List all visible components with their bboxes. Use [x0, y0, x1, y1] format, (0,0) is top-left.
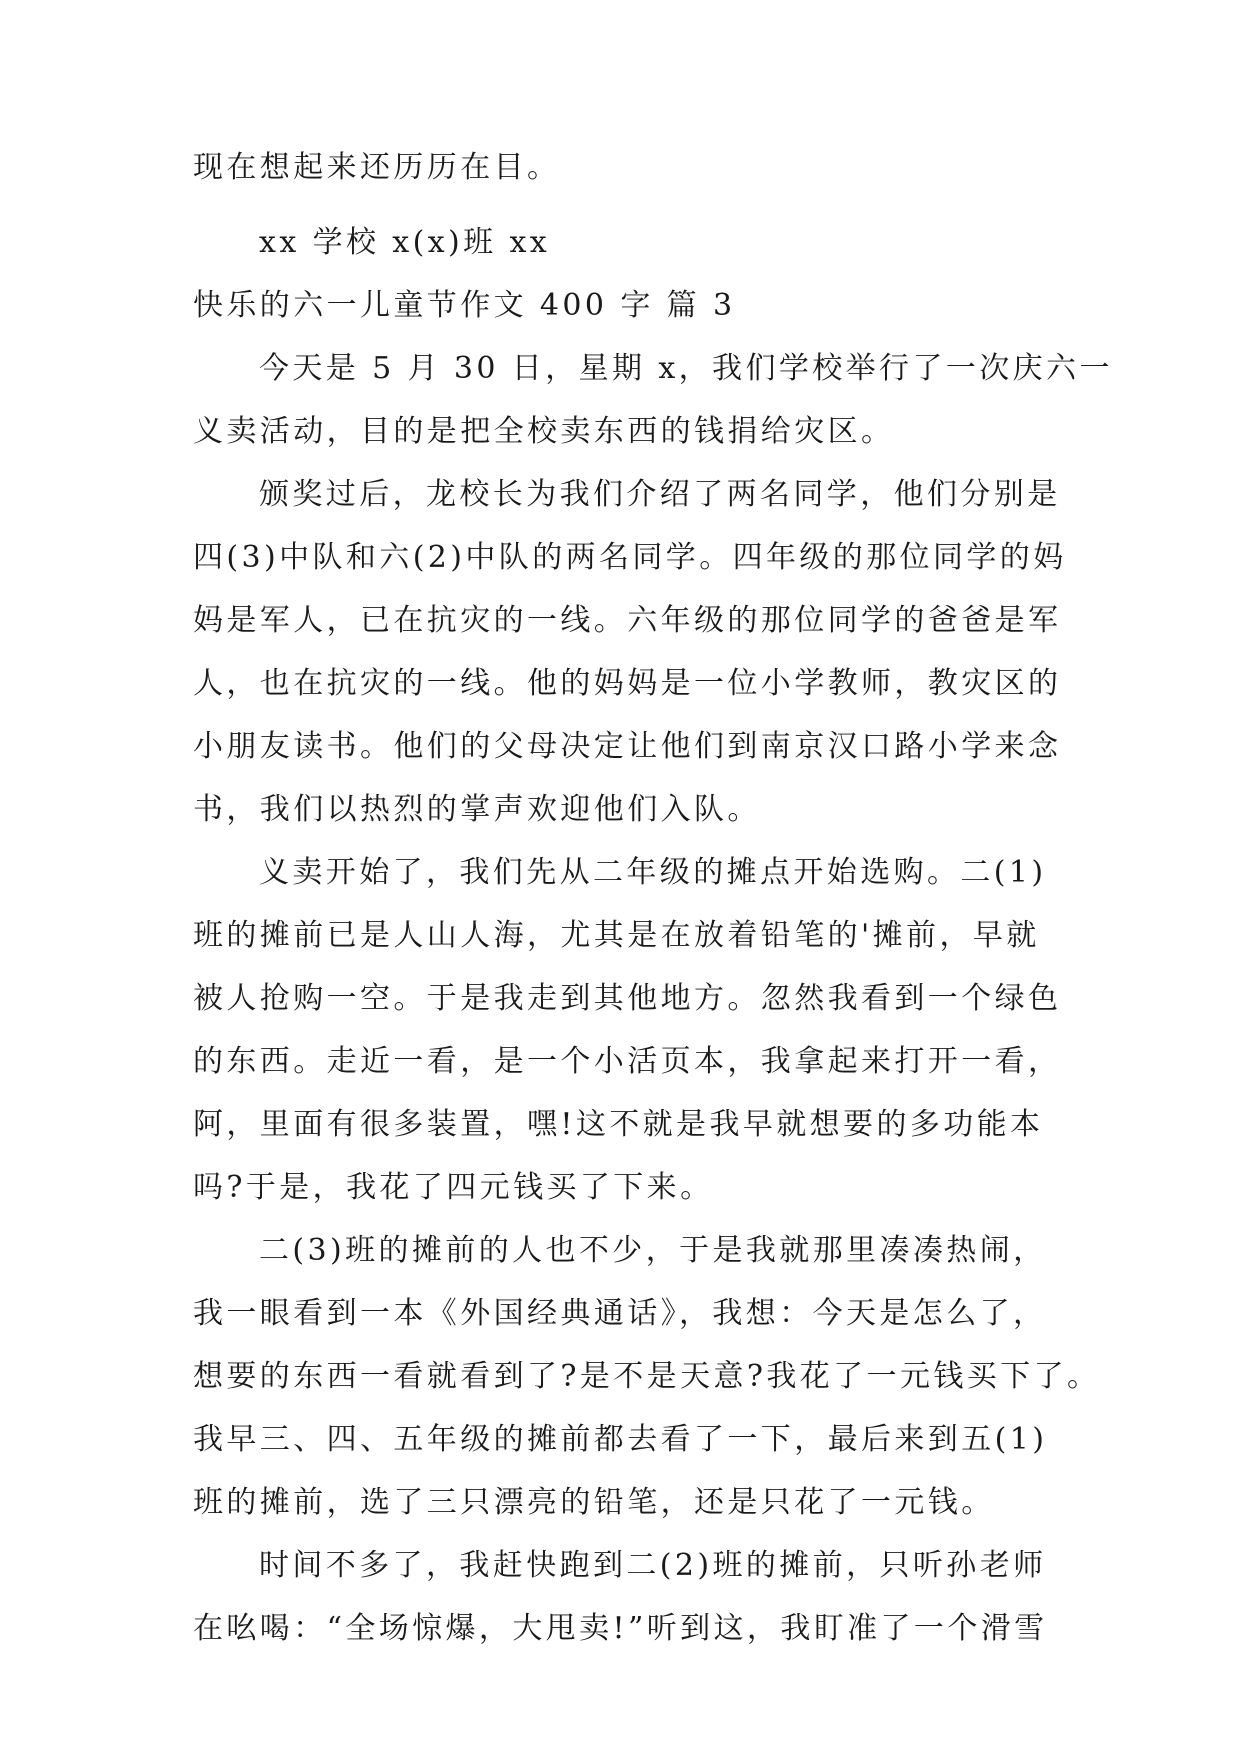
text-line: 书，我们以热烈的掌声欢迎他们入队。 [193, 792, 761, 827]
text-line: 小朋友读书。他们的父母决定让他们到南京汉口路小学来念 [193, 729, 1062, 764]
text-line: 二(3)班的摊前的人也不少，于是我就那里凑凑热闹， [259, 1233, 1047, 1268]
text-line: 我早三、四、五年级的摊前都去看了一下，最后来到五(1) [193, 1422, 1048, 1457]
text-line: 四(3)中队和六(2)中队的两名同学。四年级的那位同学的妈 [193, 540, 1067, 575]
text-line: 时间不多了，我赶快跑到二(2)班的摊前，只听孙老师 [259, 1548, 1047, 1583]
signature-line: xx 学校 x(x)班 xx [259, 225, 551, 260]
text-line: 在吆喝：“全场惊爆，大甩卖!”听到这，我盯准了一个滑雪 [193, 1611, 1048, 1646]
text-line: 义卖活动，目的是把全校卖东西的钱捐给灾区。 [193, 414, 895, 449]
text-line: 妈是军人，已在抗灾的一线。六年级的那位同学的爸爸是军 [193, 603, 1062, 638]
text-line: 班的摊前，选了三只漂亮的铅笔，还是只花了一元钱。 [193, 1485, 995, 1520]
section-heading: 快乐的六一儿童节作文 400 字 篇 3 [193, 288, 736, 323]
text-line: 人，也在抗灾的一线。他的妈妈是一位小学教师，教灾区的 [193, 666, 1062, 701]
text-line: 阿，里面有很多装置，嘿!这不就是我早就想要的多功能本 [193, 1107, 1044, 1142]
text-line: 被人抢购一空。于是我走到其他地方。忽然我看到一个绿色 [193, 981, 1062, 1016]
text-line: 颁奖过后，龙校长为我们介绍了两名同学，他们分别是 [259, 477, 1061, 512]
text-line: 今天是 5 月 30 日，星期 x，我们学校举行了一次庆六一 [259, 351, 1113, 386]
text-line: 班的摊前已是人山人海，尤其是在放着铅笔的'摊前，早就 [193, 918, 1040, 953]
text-line: 我一眼看到一本《外国经典通话》，我想：今天是怎么了， [193, 1296, 1047, 1331]
text-line: 现在想起来还历历在目。 [193, 150, 561, 185]
text-line: 义卖开始了，我们先从二年级的摊点开始选购。二(1) [259, 855, 1047, 890]
text-line: 想要的东西一看就看到了?是不是天意?我花了一元钱买下了。 [193, 1359, 1101, 1394]
text-line: 吗?于是，我花了四元钱买了下来。 [193, 1170, 714, 1205]
text-line: 的东西。走近一看，是一个小活页本，我拿起来打开一看， [193, 1044, 1062, 1079]
